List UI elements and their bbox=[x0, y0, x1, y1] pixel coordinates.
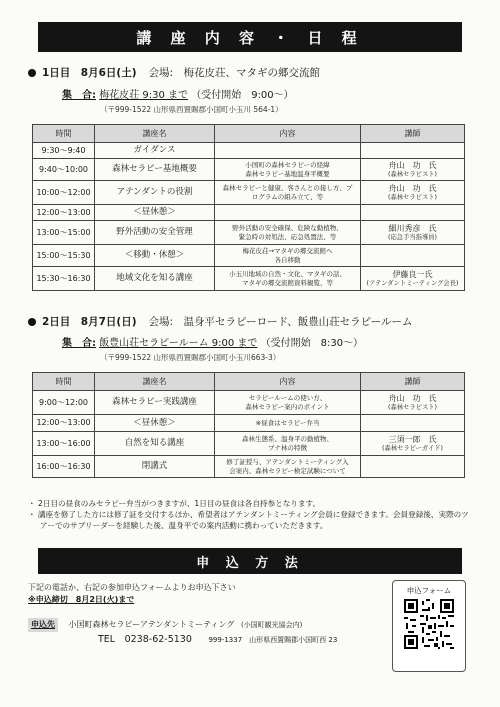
table-header-row bbox=[33, 125, 465, 143]
contact-phone[interactable]: TEL 0238-62-5130 bbox=[98, 633, 192, 645]
cell-time: 10:00～12:00 bbox=[33, 181, 95, 205]
cell-content: 小玉川地域の自然・文化、マタギの話、 マタギの郷交流館資料観覧、等 bbox=[215, 267, 361, 291]
cell-instructor bbox=[361, 415, 465, 432]
instructor-name: 舟山 功 氏 bbox=[388, 393, 437, 403]
cell-instructor bbox=[361, 181, 465, 205]
header-instructor: 講師 bbox=[361, 373, 465, 391]
cell-content: ※昼食はセラピー弁当 bbox=[215, 415, 361, 432]
cell-instructor bbox=[361, 159, 465, 181]
cell-time: 9:30～9:40 bbox=[33, 143, 95, 159]
day2-schedule-table bbox=[32, 372, 465, 478]
cell-instructor bbox=[361, 391, 465, 415]
cell-time: 13:00～15:00 bbox=[33, 221, 95, 245]
cell-time: 9:00～12:00 bbox=[33, 391, 95, 415]
qr-code-icon[interactable] bbox=[404, 599, 454, 649]
day2-date: 2日目 8月7日(日) bbox=[42, 316, 137, 328]
cell-instructor bbox=[361, 143, 465, 159]
header-name: 講座名 bbox=[95, 373, 215, 391]
cell-name: アテンダントの役割 bbox=[95, 181, 215, 205]
note-item: ・ 2日目の昼食のみセラピー弁当がつきますが、1日目の昼食は各自持参となります。 bbox=[28, 499, 321, 508]
cell-name: 地域文化を知る講座 bbox=[95, 267, 215, 291]
cell-time: 15:30～16:30 bbox=[33, 267, 95, 291]
day2-venue: 会場: 温身平セラピーロード、飯豊山荘セラピールーム bbox=[148, 316, 413, 328]
cell-time: 9:40～10:00 bbox=[33, 159, 95, 181]
cell-name: 森林セラピー実践講座 bbox=[95, 391, 215, 415]
day2-meet-label: 集 合: bbox=[62, 338, 96, 349]
cell-name: ガイダンス bbox=[95, 143, 215, 159]
day2-meet-place: 飯豊山荘セラピールーム 9:00 まで bbox=[99, 338, 258, 349]
table-row bbox=[33, 432, 465, 456]
day2-heading bbox=[28, 314, 413, 329]
day1-address: （〒999-1522 山形県西置賜郡小国町小玉川 564-1） bbox=[100, 105, 283, 114]
application-title: 申 込 方 法 bbox=[38, 548, 462, 574]
cell-content: 森林生態系、温身平の動植物、 ブナ林の特徴 bbox=[215, 432, 361, 456]
contact-tag: 申込先 bbox=[28, 618, 58, 632]
cell-content: 梅花皮荘→マタギの郷交流館へ 各自移動 bbox=[215, 245, 361, 267]
cell-name: 森林セラピー基地概要 bbox=[95, 159, 215, 181]
cell-instructor bbox=[361, 456, 465, 478]
cell-name: ＜移動・休憩＞ bbox=[95, 245, 215, 267]
bullet-icon bbox=[28, 69, 36, 77]
day1-date: 1日目 8月6日(土) bbox=[42, 67, 137, 79]
cell-content: 森林セラピーと健康、客さんとの接し方、プ ログラムの組み立て、等 bbox=[215, 181, 361, 205]
table-header-row bbox=[33, 373, 465, 391]
day1-venue: 会場: 梅花皮荘、マタギの郷交流館 bbox=[148, 67, 321, 79]
cell-time: 12:00～13:00 bbox=[33, 415, 95, 432]
bullet-icon bbox=[28, 318, 36, 326]
cell-time: 12:00～13:00 bbox=[33, 205, 95, 221]
instructor-name: 舟山 功 氏 bbox=[388, 183, 437, 193]
notes bbox=[28, 498, 472, 531]
cell-content: セラピールームの使い方、 森林セラピー案内のポイント bbox=[215, 391, 361, 415]
contact-block bbox=[28, 618, 384, 648]
day1-meet-label: 集 合: bbox=[62, 90, 96, 101]
day1-meet-place: 梅花皮荘 9:30 まで bbox=[99, 90, 189, 101]
cell-name: 自然を知る講座 bbox=[95, 432, 215, 456]
table-row bbox=[33, 391, 465, 415]
cell-time: 15:00～15:30 bbox=[33, 245, 95, 267]
cell-content bbox=[215, 205, 361, 221]
instructor-name: 伊藤良一氏 bbox=[392, 269, 433, 279]
header-time: 時間 bbox=[33, 125, 95, 143]
day1-reception: （受付開始 9:00～） bbox=[191, 90, 294, 101]
table-row bbox=[33, 221, 465, 245]
cell-time: 16:00～16:30 bbox=[33, 456, 95, 478]
cell-instructor bbox=[361, 205, 465, 221]
instructor-name: 三須一郎 氏 bbox=[388, 434, 437, 444]
instructor-name: 舟山 功 氏 bbox=[388, 160, 437, 170]
cell-time: 13:00～16:00 bbox=[33, 432, 95, 456]
header-content: 内容 bbox=[215, 125, 361, 143]
instructor-name: 細川秀彦 氏 bbox=[388, 223, 437, 233]
table-row bbox=[33, 181, 465, 205]
table-row bbox=[33, 159, 465, 181]
cell-instructor bbox=[361, 245, 465, 267]
header-name: 講座名 bbox=[95, 125, 215, 143]
cell-instructor bbox=[361, 221, 465, 245]
cell-content bbox=[215, 143, 361, 159]
contact-org: 小国町森林セラピーアテンダントミーティング bbox=[68, 620, 235, 629]
cell-name: 閉講式 bbox=[95, 456, 215, 478]
instructor-title: (森林セラピスト) bbox=[388, 403, 437, 411]
header-time: 時間 bbox=[33, 373, 95, 391]
application-line: 下記の電話か、右記の参加申込フォームよりお申込下さい bbox=[28, 583, 236, 592]
cell-content: 野外活動の安全確保、危険な動植物、 緊急時の対処法、応急処置法、等 bbox=[215, 221, 361, 245]
day1-heading bbox=[28, 65, 320, 80]
note-item: ・ 講座を修了した方には修了証を交付するほか、希望者はアテンダントミーティング会員に登録できます。会員登録後、実際のツアーでのサブリーダーを経験した後、温身平での案内活動に携わっていただきます。 bbox=[28, 510, 469, 530]
qr-form-box[interactable] bbox=[392, 580, 466, 672]
application-instructions bbox=[28, 582, 236, 606]
header-content: 内容 bbox=[215, 373, 361, 391]
contact-org-note: (小国町観光協会内) bbox=[240, 621, 303, 629]
cell-name: ＜昼休憩＞ bbox=[95, 205, 215, 221]
instructor-title: (アテンダントミーティング会長) bbox=[366, 279, 459, 287]
cell-instructor bbox=[361, 432, 465, 456]
table-row bbox=[33, 143, 465, 159]
cell-content: 修了証授与、アテンダントミーティング入 会案内、森林セラピー検定試験について bbox=[215, 456, 361, 478]
schedule-title: 講 座 内 容 ・ 日 程 bbox=[38, 22, 462, 52]
qr-label: 申込フォーム bbox=[406, 586, 452, 595]
instructor-title: (応急手当指導員) bbox=[388, 233, 437, 241]
day2-reception: （受付開始 8:30～） bbox=[260, 338, 364, 349]
cell-content: 小国町の森林セラピーの経緯 森林セラピー基地温身平概要 bbox=[215, 159, 361, 181]
instructor-title: (森林セラピスト) bbox=[388, 170, 437, 178]
table-row bbox=[33, 267, 465, 291]
cell-name: 野外活動の安全管理 bbox=[95, 221, 215, 245]
day1-schedule-table bbox=[32, 124, 465, 291]
instructor-title: (森林セラピーガイド) bbox=[381, 444, 444, 452]
contact-address: 999-1337 山形県西置賜郡小国町西 23 bbox=[208, 635, 338, 644]
day2-address: （〒999-1522 山形県西置賜郡小国町小玉川663-3） bbox=[100, 353, 281, 362]
cell-name: ＜昼休憩＞ bbox=[95, 415, 215, 432]
header-instructor: 講師 bbox=[361, 125, 465, 143]
application-deadline: ※申込締切 8月2日(火)まで bbox=[28, 595, 135, 604]
cell-instructor bbox=[361, 267, 465, 291]
day1-meeting bbox=[62, 86, 294, 101]
table-row bbox=[33, 205, 465, 221]
day2-meeting bbox=[62, 334, 363, 349]
table-row bbox=[33, 415, 465, 432]
instructor-title: (森林セラピスト) bbox=[388, 193, 437, 201]
table-row bbox=[33, 245, 465, 267]
table-row bbox=[33, 456, 465, 478]
